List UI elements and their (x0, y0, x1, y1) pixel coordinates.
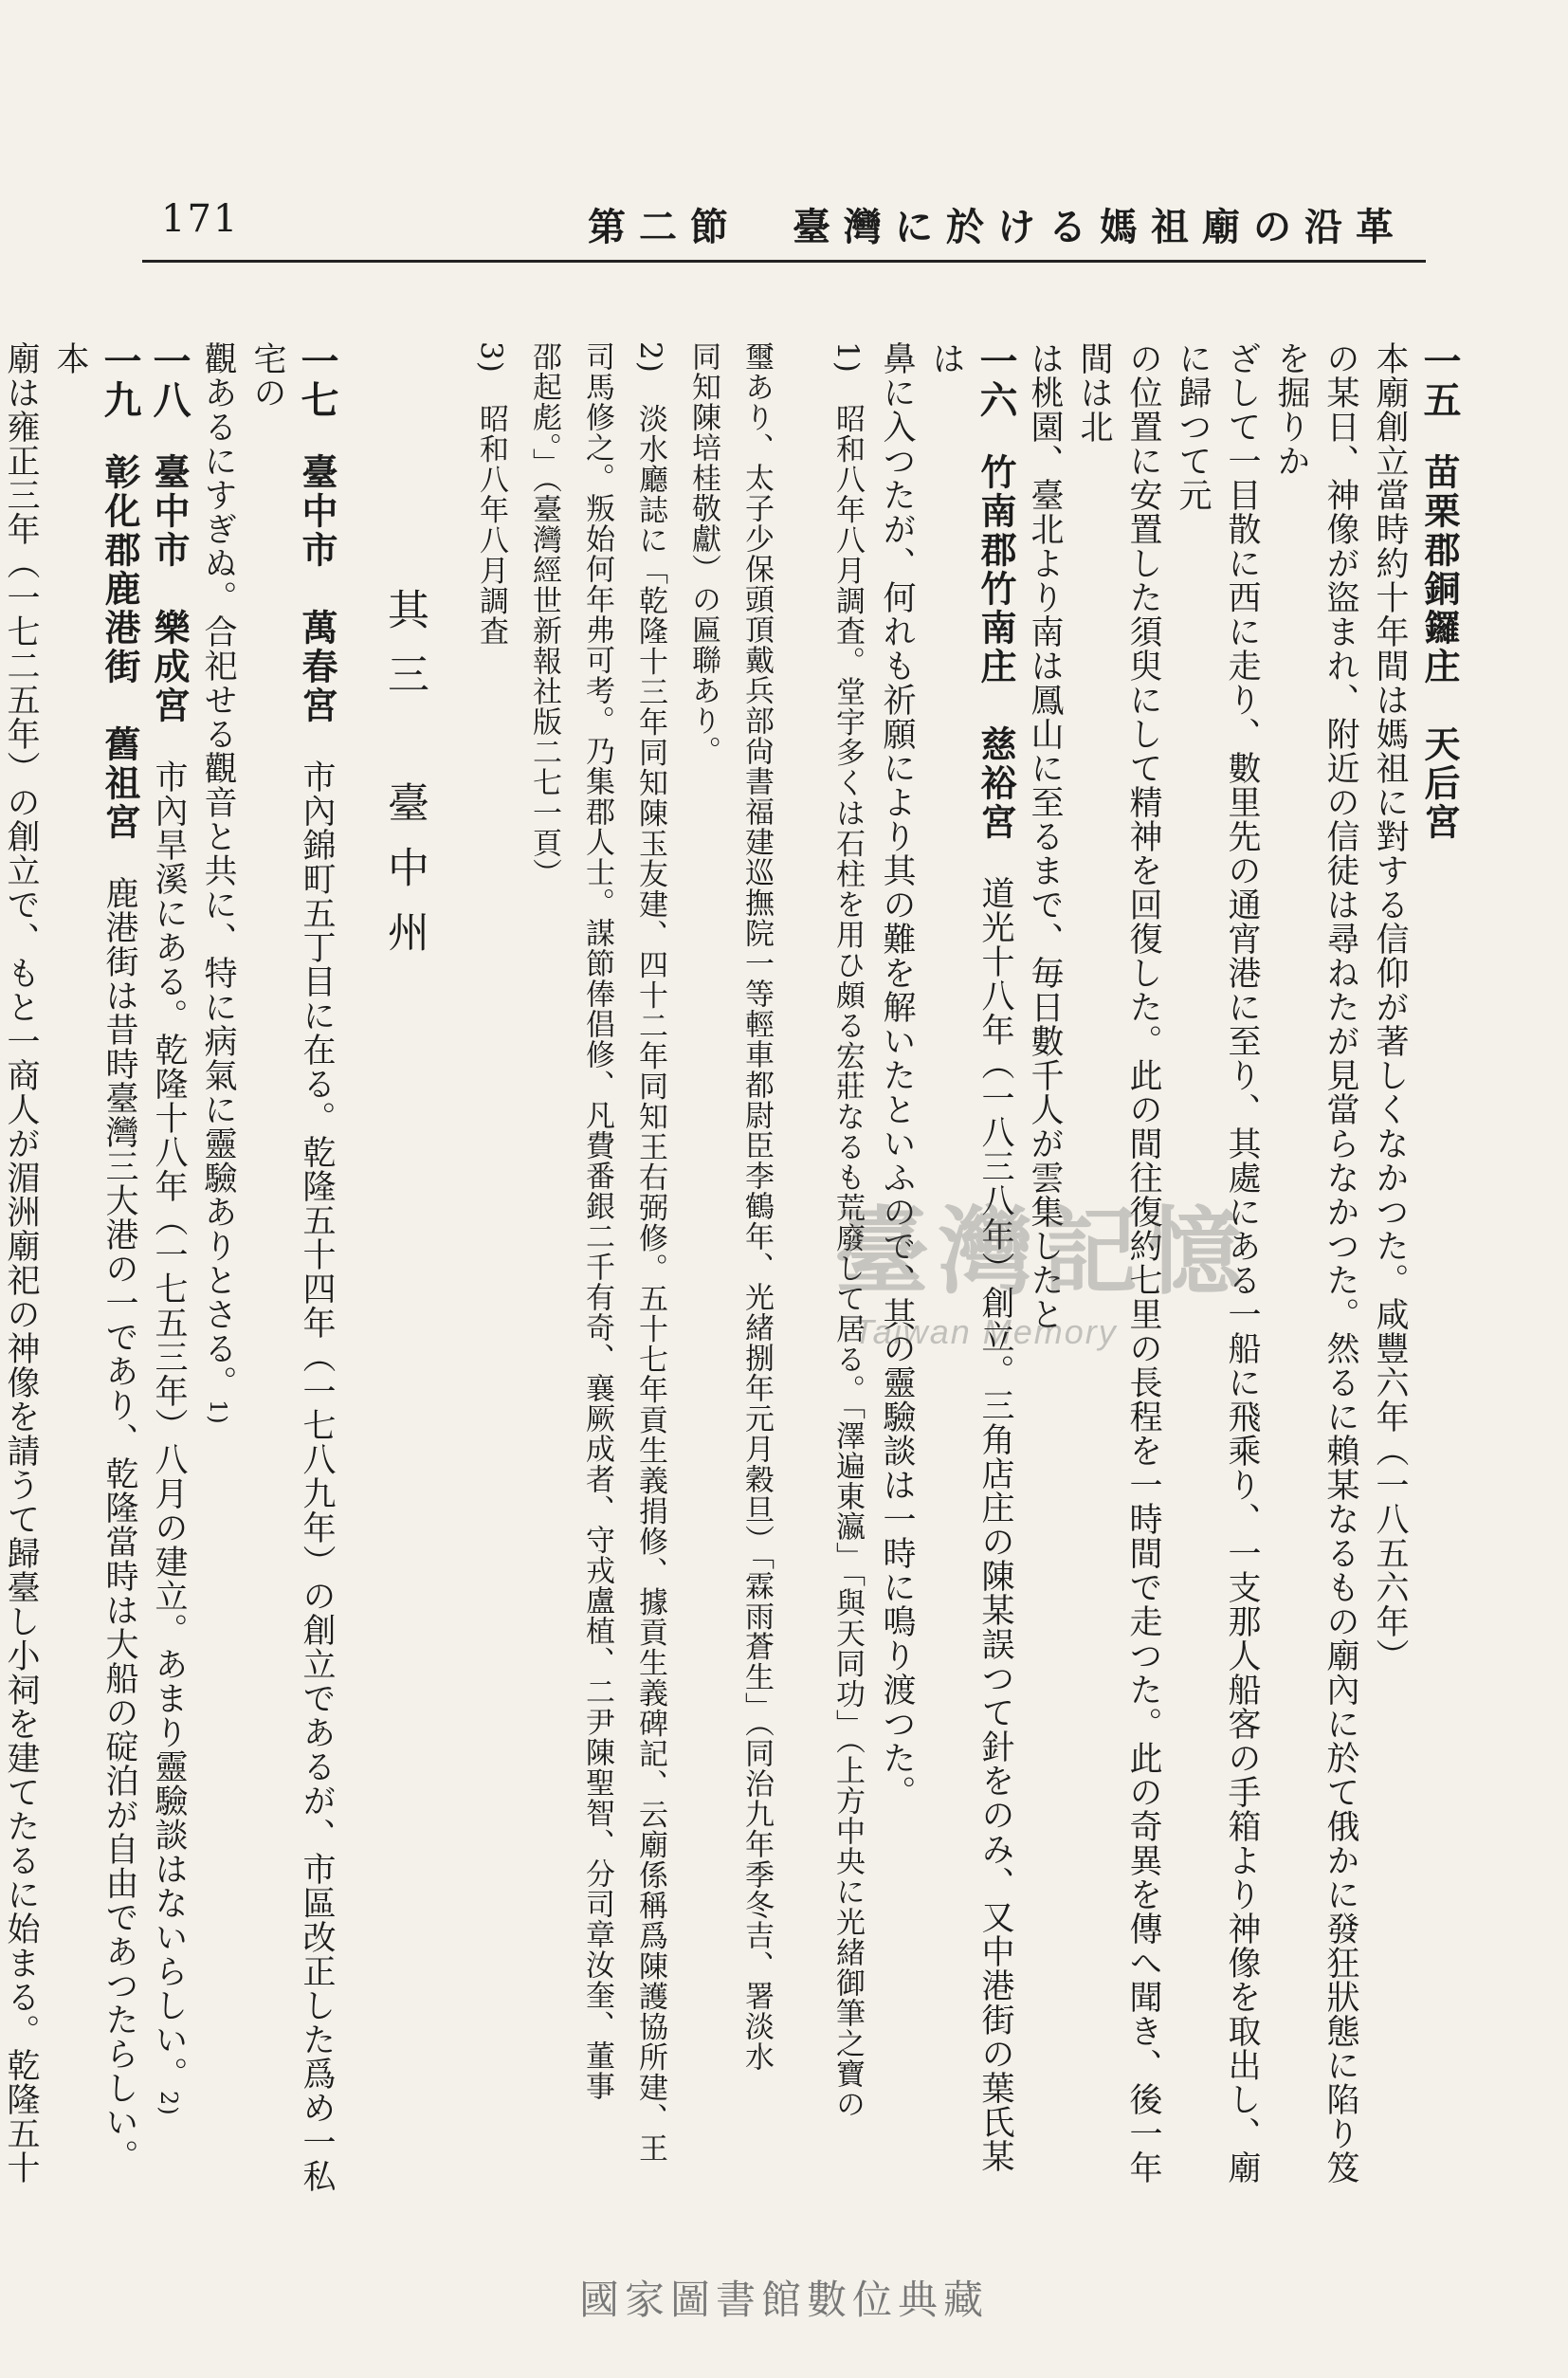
entry-number: 一六 (974, 341, 1018, 419)
entry-title: 竹南郡竹南庄 慈裕宮 (975, 453, 1017, 842)
entry-text: 鹿港街は昔時臺灣三大港の一であり、乾隆當時は大船の碇泊が自由であつたらしい。本 (51, 341, 138, 2173)
entry-number: 一七 (295, 341, 339, 419)
entry-text: 市內旱溪にある。乾隆十八年（一七五三年）八月の建立。あまり靈驗談はないらしい。 (150, 759, 188, 2091)
watermark-chars: 臺灣記憶 (834, 1196, 1251, 1308)
entry-text-line: 鼻に入つたが、何れも祈願により其の難を解いたといふので、其の靈驗談は一時に鳴り渡つた。 (878, 341, 916, 1809)
entry-17-line (243, 341, 341, 2200)
entry-number: 一五 (1417, 341, 1462, 419)
entry-text-line: 廟は雍正三年（一七二五年）の創立で、もと一商人が湄洲廟祀の神像を請うて歸臺し小祠を建てたるに始まる。乾隆五十 (2, 341, 40, 2185)
footnote-ref: 2) (155, 2091, 182, 2116)
entry-number: 一八 (147, 341, 191, 419)
footnote-line: 司馬修之。叛始何年弗可考。乃集郡人士。謀節俸倡修、凡費番銀二千有奇、襄厥成者、守戎盧植、二尹陳聖智、分司章汝奎、董事 (580, 341, 614, 2101)
page-header (142, 190, 1426, 265)
entry-text: 市內錦町五丁目に在る。乾隆五十四年（一七八九年）の創立であるが、市區改正した爲め一私宅の (248, 341, 336, 2193)
entry-19-line (46, 341, 144, 2200)
vertical-body-text (2, 341, 1464, 2200)
entry-number: 一九 (98, 341, 142, 419)
running-title: 第二節 臺灣に於ける媽祖廟の沿革 (588, 205, 1407, 249)
entry-text-line: ざして一目散に西に走り、數里先の通宵港に至り、其處にある一船に飛乘り、一支那人船客の手箱より神像を取出し、廟に歸つて元 (1174, 341, 1261, 2185)
entry-text-line: の某日、神像が盜まれ、附近の信徒は尋ねたが見當らなかつた。然るに賴某なるもの廟內に於て俄かに發狂狀態に陷り笈を掘りか (1272, 341, 1359, 2185)
footnote-line: 同知陳培桂敬獻）の匾聯あり。 (686, 341, 720, 766)
entry-title: 臺中市 樂成宮 (148, 453, 191, 725)
entry-text-line (193, 341, 243, 2200)
entry-text-line: の位置に安置した須臾にして精神を回復した。此の間往復約七里の長程を一時間で走つた。此の奇異を傳へ聞き、後一年間は北 (1075, 341, 1162, 2185)
footnote-mark: 3) (474, 341, 508, 374)
entry-15-line (1365, 341, 1464, 2200)
entry-title: 彰化郡鹿港街 舊祖宮 (99, 453, 141, 842)
footnote-mark: 2) (633, 341, 667, 374)
footnote-line: 璽あり、太子少保頭頂戴兵部尙書福建巡撫院一等輕車都尉臣李鶴年、光緒捌年元月穀旦）「霖雨蒼生」（同治九年季冬吉、署淡水 (739, 341, 774, 2072)
section-title: 其三 臺中州 (380, 588, 428, 975)
footnote-text: 昭和八年八月調査 (474, 403, 508, 647)
entry-18-line (144, 341, 193, 2200)
entry-text-line: は桃園、臺北より南は鳳山に至るまで、毎日數千人が雲集したと (1026, 341, 1064, 1331)
footnote-text: 昭和八年八月調査。堂宇多くは石柱を用ひ頗る宏莊なるも荒廢して居る。「澤遍東瀛」「與天同功」（上方中央に光緒御筆之寶の (830, 403, 865, 2120)
header-rule (142, 260, 1426, 263)
archive-footer: 國家圖書館數位典藏 (578, 2277, 989, 2323)
page-number: 171 (161, 197, 240, 241)
entry-16-line (921, 341, 1020, 2200)
footnote-line (626, 341, 675, 2200)
entry-title: 苗栗郡銅鑼庄 天后宮 (1418, 453, 1461, 842)
footnote-line (466, 341, 516, 2200)
entry-text: 觀あるにすぎぬ。合祀せる觀音と共に、特に病氣に靈驗ありとさる。 (199, 341, 237, 1399)
footnote-line (823, 341, 872, 2200)
entry-text: 本廟創立當時約十年間は媽祖に對する信仰が著しくなかつた。咸豐六年（一八五六年） (1371, 341, 1409, 1673)
entry-title: 臺中市 萬春宮 (296, 453, 338, 725)
footnote-ref: 1) (205, 1399, 231, 1425)
entry-text: 道光十八年（一八三八年）創立。三角店庄の陳某誤つて針をのみ、又中港街の葉氏某は (927, 341, 1014, 2173)
footnote-line: 邵起彪。」（臺灣經世新報社版二七一頁） (527, 341, 561, 888)
watermark-latin: Taiwan Memory (853, 1312, 1118, 1351)
footnote-mark: 1) (830, 341, 865, 374)
footnote-text: 淡水廳誌に「乾隆十三年同知陳玉友建、四十二年同知王右弼修。五十七年貢生義捐修、據貢生義碑記、云廟係稱爲陳護協所建、王 (633, 403, 667, 2164)
